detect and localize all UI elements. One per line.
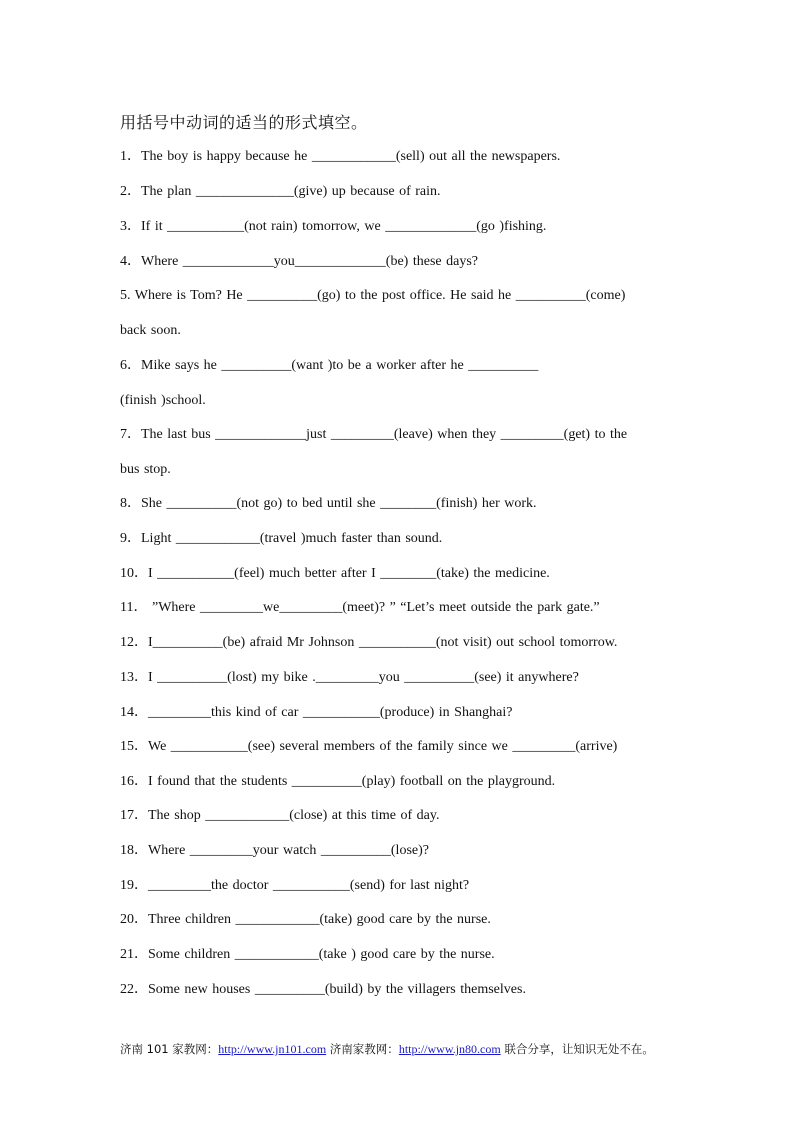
footer-label-b: 济南家教网： [326, 1042, 399, 1056]
exercise-line: 13．I __________(lost) my bike ._________you __________(see) it anywhere? [120, 670, 579, 685]
exercise-line: 9．Light ____________(travel )much faster than sound. [120, 531, 443, 546]
exercise-line: (finish )school. [120, 393, 206, 408]
exercise-line: 14．_________this kind of car ___________(produce) in Shanghai? [120, 705, 513, 720]
exercise-instruction: 用括号中动词的适当的形式填空。 [120, 113, 368, 132]
exercise-line: 8．She __________(not go) to bed until she ________(finish) her work. [120, 496, 537, 511]
exercise-line: 5. Where is Tom? He __________(go) to the post office. He said he __________(come) [120, 288, 626, 303]
exercise-line: 10．I ___________(feel) much better after I ________(take) the medicine. [120, 566, 550, 581]
exercise-line: 17．The shop ____________(close) at this time of day. [120, 808, 440, 823]
exercise-line: 19．_________the doctor ___________(send) for last night? [120, 878, 470, 893]
exercise-line: 20．Three children ____________(take) good care by the nurse. [120, 912, 491, 927]
exercise-line: 4．Where _____________you_____________(be) these days? [120, 254, 478, 269]
exercise-line: 12．I__________(be) afraid Mr Johnson ___________(not visit) out school tomorrow. [120, 635, 618, 650]
exercise-line: 11． ”Where _________we_________(meet)? ” “Let’s meet outside the park gate.” [120, 600, 600, 615]
exercise-line: 15．We ___________(see) several members of the family since we _________(arrive) [120, 739, 618, 754]
footer-link-jn101[interactable]: http://www.jn101.com [218, 1042, 327, 1056]
exercise-line: 2．The plan ______________(give) up because of rain. [120, 184, 441, 199]
exercise-line: 16．I found that the students __________(play) football on the playground. [120, 774, 556, 789]
exercise-line: 3．If it ___________(not rain) tomorrow, we _____________(go )fishing. [120, 219, 547, 234]
footer-tail: 联合分享，让知识无处不在。 [500, 1042, 654, 1056]
footer-link-jn80[interactable]: http://www.jn80.com [398, 1042, 501, 1056]
exercise-line: 18．Where _________your watch __________(lose)? [120, 843, 429, 858]
exercise-line: 6．Mike says he __________(want )to be a worker after he __________ [120, 358, 539, 373]
exercise-line: 7．The last bus _____________just _________(leave) when they _________(get) to the [120, 427, 628, 442]
page-footer [120, 1041, 654, 1057]
exercise-line: 22．Some new houses __________(build) by the villagers themselves. [120, 982, 526, 997]
exercise-line: 1．The boy is happy because he ____________(sell) out all the newspapers. [120, 149, 561, 164]
exercise-line: back soon. [120, 323, 181, 338]
footer-label-a: 济南 101 家教网： [120, 1042, 219, 1056]
exercise-line: bus stop. [120, 462, 171, 477]
exercise-line: 21．Some children ____________(take ) good care by the nurse. [120, 947, 495, 962]
